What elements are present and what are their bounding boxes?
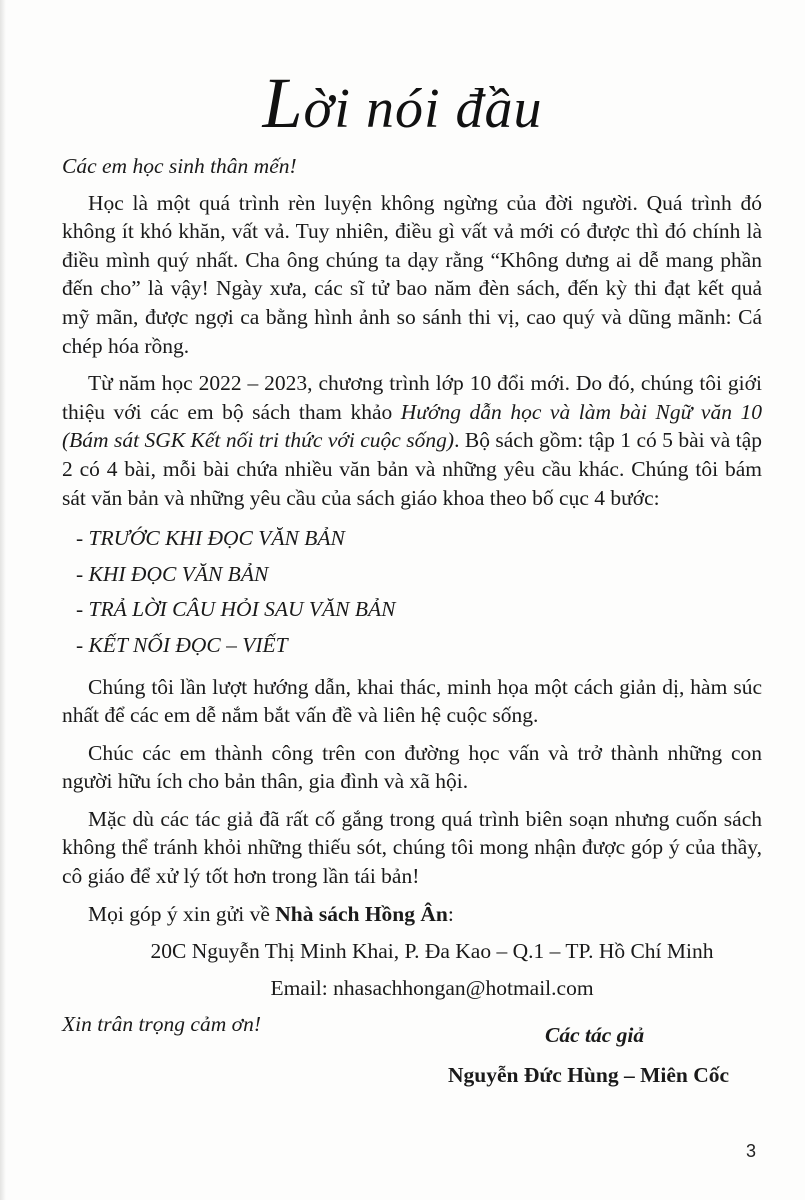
step-item: - TRƯỚC KHI ĐỌC VĂN BẢN — [76, 526, 345, 551]
step-item: - KHI ĐỌC VĂN BẢN — [76, 561, 269, 586]
step-item: - TRẢ LỜI CÂU HỎI SAU VĂN BẢN — [76, 597, 396, 622]
paragraph-2 — [62, 369, 762, 512]
contact-intro — [62, 900, 762, 929]
publisher-name: Nhà sách Hồng Ân — [275, 901, 448, 926]
closing-thanks: Xin trân trọng cảm ơn! — [62, 1012, 261, 1037]
paragraph-3: Chúng tôi lần lượt hướng dẫn, khai thác, minh họa một cách giản dị, hàm súc nhất để các em dễ nắm bắt vấn đề và liên hệ cuộc sống. — [62, 674, 762, 728]
paragraph-1: Học là một quá trình rèn luyện không ngừng của đời người. Quá trình đó không ít khó khăn, vất vả. Tuy nhiên, điều gì vất vả mới có được thì đó chính là điều mình quý nhất. Cha ông chúng ta dạy rằng “Không dưng ai dễ mang phần đến cho” là vậy! Ngày xưa, các sĩ tử bao năm đèn sách, đến kỳ thi đạt kết quả mỹ mãn, được ngợi ca bằng hình ảnh so sánh thi vị, cao quý và dũng mãnh: Cá chép hóa rồng. — [62, 190, 762, 358]
title-capital: L — [262, 63, 304, 143]
greeting: Các em học sinh thân mến! — [62, 154, 297, 178]
signature-role: Các tác giả — [545, 1023, 645, 1047]
step-item: - KẾT NỐI ĐỌC – VIẾT — [76, 632, 288, 657]
publisher-address: 20C Nguyễn Thị Minh Khai, P. Đa Kao – Q.1 – TP. Hồ Chí Minh — [150, 939, 714, 964]
paragraph-4: Chúc các em thành công trên con đường học vấn và trở thành những con người hữu ích cho bản thân, gia đình và xã hội. — [62, 740, 762, 794]
contact-intro-text: Mọi góp ý xin gửi về — [88, 901, 276, 926]
page-number: 3 — [746, 1141, 757, 1161]
preface-body — [62, 152, 762, 1039]
book-title: Hướng dẫn học và làm bài Ngữ văn 10 (Bám sát SGK Kết nối tri thức với cuộc sống) — [62, 399, 762, 453]
contact-colon: : — [447, 901, 454, 926]
paragraph-2-intro: Từ năm học 2022 – 2023, chương trình lớp 10 đổi mới. Do đó, chúng tôi giới thiệu với các em bộ sách tham khảo — [62, 371, 762, 424]
page-title — [0, 62, 805, 145]
page-edge-shadow — [0, 0, 6, 1200]
paragraph-5: Mặc dù các tác giả đã rất cố gắng trong quá trình biên soạn nhưng cuốn sách không thể tránh khỏi những thiếu sót, chúng tôi mong nhận được góp ý của thầy, cô giáo để xử lý tốt hơn trong lần tái bản! — [62, 806, 762, 889]
signature-names: Nguyễn Đức Hùng – Miên Cốc — [448, 1063, 730, 1087]
steps-list — [62, 521, 762, 663]
title-rest: ời nói đầu — [303, 78, 543, 140]
paragraph-2-rest: . Bộ sách gồm: tập 1 có 5 bài và tập 2 có 4 bài, mỗi bài chứa nhiều văn bản và những yêu cầu khác. Chúng tôi bám sát văn bản và những yêu cầu của sách giáo khoa theo bố cục 4 bước: — [62, 428, 763, 510]
publisher-email: Email: nhasachhongan@hotmail.com — [270, 975, 594, 1000]
